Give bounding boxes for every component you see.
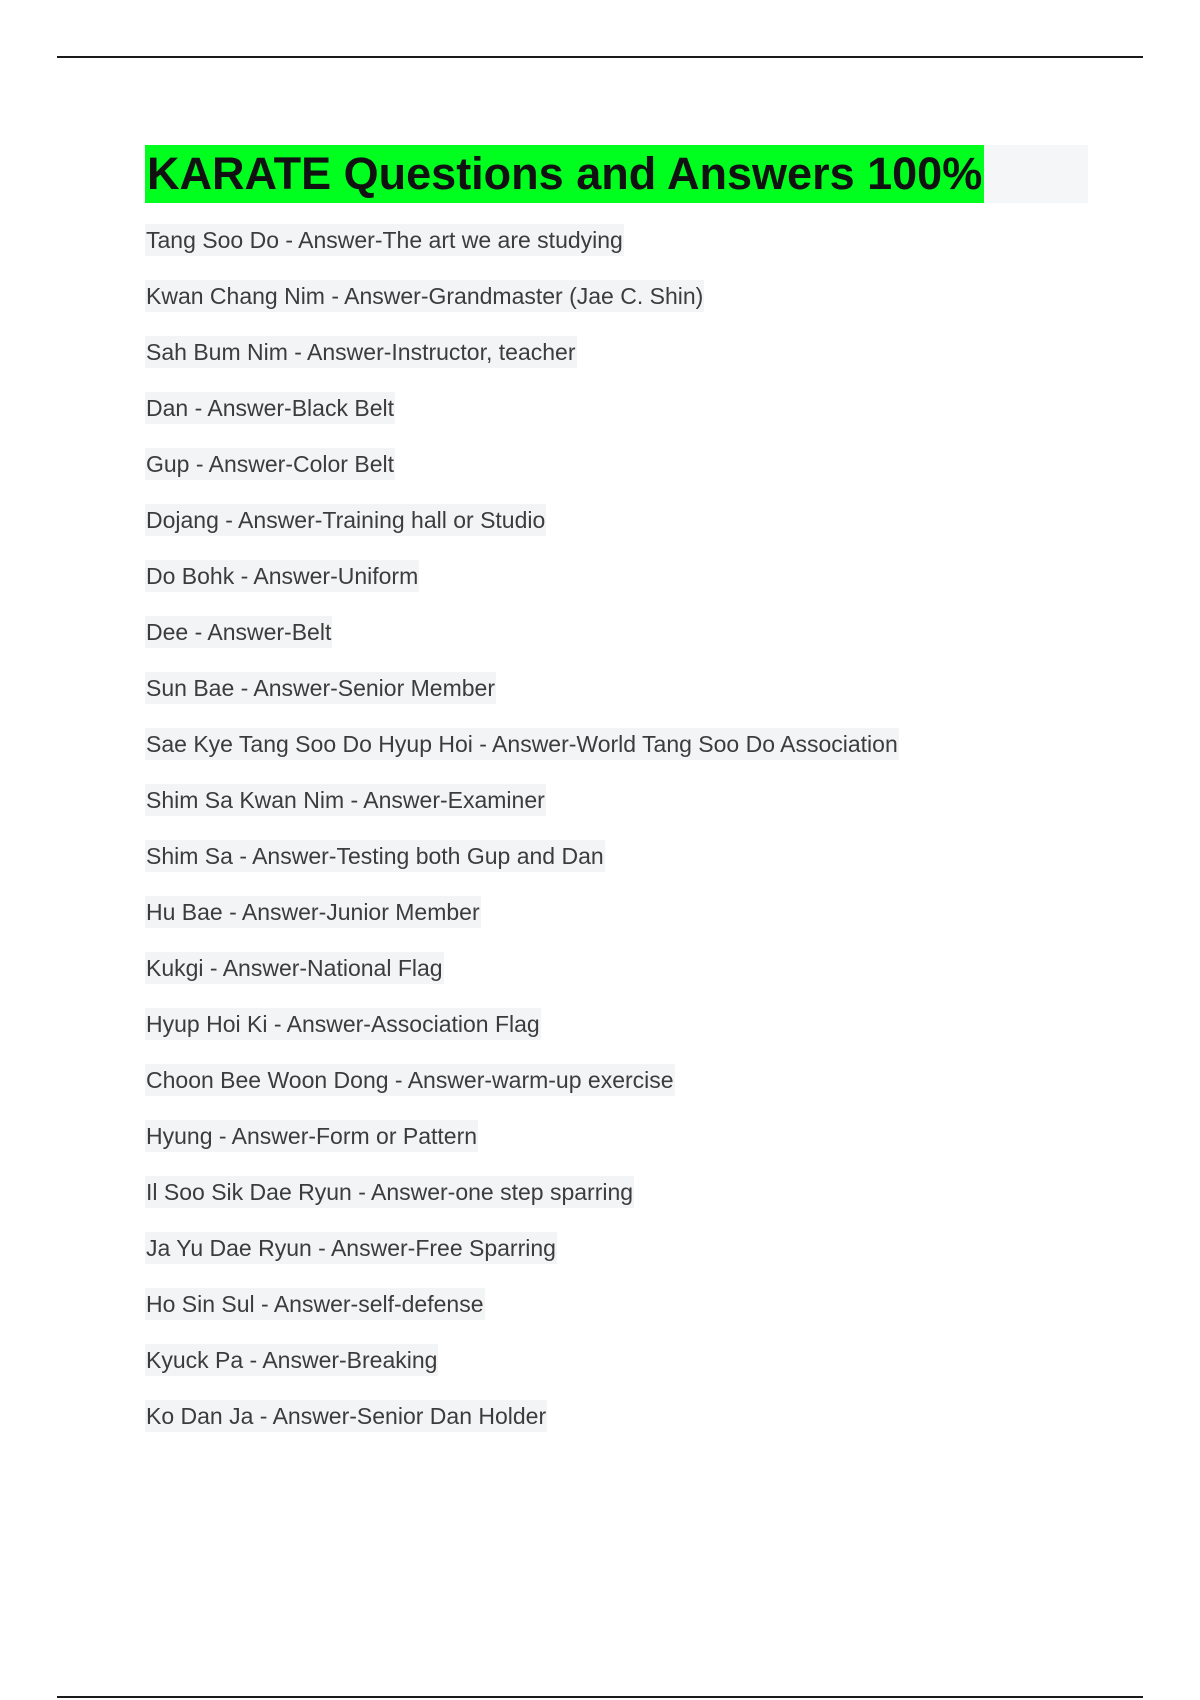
qa-item-text: Hyung - Answer-Form or Pattern <box>145 1120 478 1152</box>
title-band <box>145 145 1088 203</box>
qa-item <box>145 1176 899 1232</box>
qa-item <box>145 1288 899 1344</box>
qa-item <box>145 504 899 560</box>
qa-item <box>145 1232 899 1288</box>
bottom-divider <box>57 1696 1143 1698</box>
qa-item-text: Shim Sa Kwan Nim - Answer-Examiner <box>145 784 546 816</box>
qa-item-text: Sah Bum Nim - Answer-Instructor, teacher <box>145 336 577 368</box>
qa-item <box>145 224 899 280</box>
qa-item <box>145 952 899 1008</box>
qa-item-text: Sun Bae - Answer-Senior Member <box>145 672 496 704</box>
qa-item <box>145 280 899 336</box>
qa-item <box>145 1064 899 1120</box>
qa-item <box>145 560 899 616</box>
qa-item-text: Ho Sin Sul - Answer-self-defense <box>145 1288 485 1320</box>
qa-item <box>145 1008 899 1064</box>
qa-item <box>145 672 899 728</box>
qa-item-text: Gup - Answer-Color Belt <box>145 448 395 480</box>
qa-list <box>145 224 899 1456</box>
qa-item-text: Shim Sa - Answer-Testing both Gup and Dan <box>145 840 605 872</box>
qa-item-text: Kukgi - Answer-National Flag <box>145 952 444 984</box>
qa-item-text: Dee - Answer-Belt <box>145 616 332 648</box>
qa-item-text: Hu Bae - Answer-Junior Member <box>145 896 481 928</box>
qa-item <box>145 336 899 392</box>
qa-item-text: Dan - Answer-Black Belt <box>145 392 395 424</box>
qa-item <box>145 392 899 448</box>
qa-item-text: Dojang - Answer-Training hall or Studio <box>145 504 546 536</box>
qa-item-text: Kwan Chang Nim - Answer-Grandmaster (Jae C. Shin) <box>145 280 704 312</box>
qa-item-text: Choon Bee Woon Dong - Answer-warm-up exercise <box>145 1064 675 1096</box>
qa-item <box>145 616 899 672</box>
qa-item <box>145 728 899 784</box>
qa-item <box>145 1344 899 1400</box>
qa-item-text: Ko Dan Ja - Answer-Senior Dan Holder <box>145 1400 547 1432</box>
qa-item-text: Hyup Hoi Ki - Answer-Association Flag <box>145 1008 541 1040</box>
qa-item <box>145 840 899 896</box>
qa-item <box>145 784 899 840</box>
qa-item-text: Do Bohk - Answer-Uniform <box>145 560 419 592</box>
qa-item <box>145 896 899 952</box>
qa-item <box>145 448 899 504</box>
qa-item-text: Il Soo Sik Dae Ryun - Answer-one step sparring <box>145 1176 634 1208</box>
qa-item-text: Kyuck Pa - Answer-Breaking <box>145 1344 438 1376</box>
qa-item <box>145 1120 899 1176</box>
qa-item <box>145 1400 899 1456</box>
qa-item-text: Sae Kye Tang Soo Do Hyup Hoi - Answer-World Tang Soo Do Association <box>145 728 899 760</box>
qa-item-text: Tang Soo Do - Answer-The art we are studying <box>145 224 624 256</box>
document-title: KARATE Questions and Answers 100% <box>145 145 984 203</box>
qa-item-text: Ja Yu Dae Ryun - Answer-Free Sparring <box>145 1232 557 1264</box>
top-divider <box>57 56 1143 58</box>
